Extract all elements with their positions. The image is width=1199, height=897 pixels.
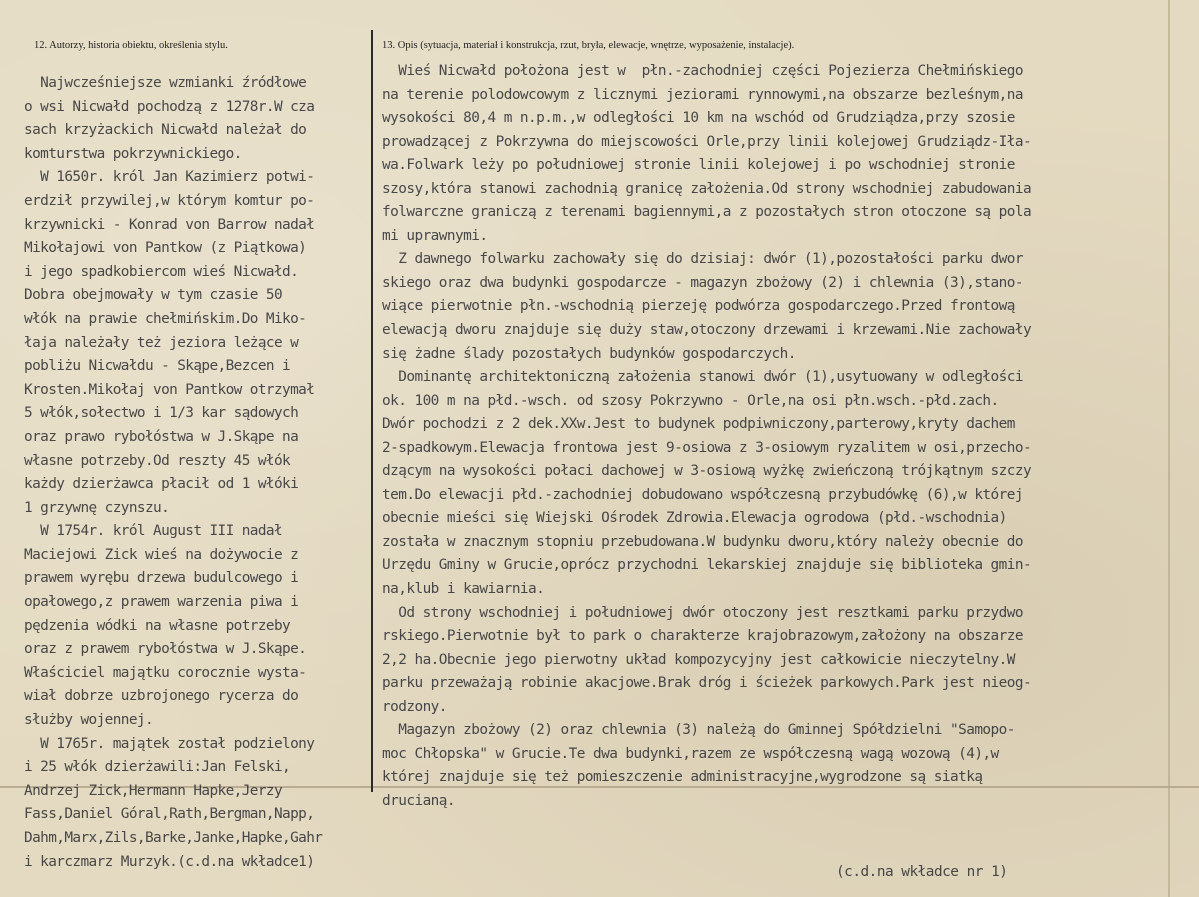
text-line: wa.Folwark leży po południowej stronie linii kolejowej i po wschodniej stronie [382, 157, 1015, 174]
text-line: opałowego,z prawem warzenia piwa i [24, 594, 299, 611]
text-line: każdy dzierżawca płacił od 1 włóki [24, 476, 299, 493]
text-line: i 25 włók dzierżawili:Jan Felski, [24, 759, 291, 776]
text-line: wiał dobrze uzbrojonego rycerza do [24, 688, 299, 705]
text-line: 1 grzywnę czynszu. [24, 499, 170, 516]
description-text-column [382, 60, 1194, 814]
text-line: skiego oraz dwa budynki gospodarcze - magazyn zbożowy (2) i chlewnia (3),stano- [382, 274, 1023, 291]
history-text-column [24, 72, 369, 874]
text-line: folwarczne graniczą z terenami bagiennymi,a z pozostałych stron otoczone są pola [382, 204, 1032, 221]
text-line: o wsi Nicwałd pochodzą z 1278r.W cza [24, 98, 315, 115]
text-line: Najwcześniejsze wzmianki źródłowe [24, 75, 307, 91]
text-line: tem.Do elewacji płd.-zachodniej dobudowano współczesną przybudówkę (6),w której [382, 486, 1023, 503]
text-line: dzącym na wysokości połaci dachowej w 3-osiową wyżkę zwieńczoną trójkątnym szczy [382, 463, 1032, 480]
text-line: prawem wyrębu drzewa budulcowego i [24, 570, 299, 587]
text-line: Dominantę architektoniczną założenia stanowi dwór (1),usytuowany w odległości [382, 369, 1023, 386]
text-line: Dahm,Marx,Zils,Barke,Janke,Hapke,Gahr [24, 830, 323, 846]
text-line: 2,2 ha.Obecnie jego pierwotny układ kompozycyjny jest całkowicie nieczytelny.W [382, 651, 1015, 668]
text-line: rodzony. [382, 698, 447, 715]
text-line: Urzędu Gminy w Grucie,oprócz przychodni lekarskiej znajduje się biblioteka gmin- [382, 557, 1032, 574]
text-line: oraz z prawem rybołóstwa w J.Skąpe. [24, 641, 307, 658]
text-line: moc Chłopska" w Grucie.Te dwa budynki,razem ze współczesną wagą wozową (4),w [382, 745, 999, 762]
text-line: której znajduje się też pomieszczenie administracyjne,wygrodzone są siatką [382, 769, 983, 786]
text-line: łaja należały też jeziora leżące w [24, 334, 299, 351]
column-divider [371, 30, 373, 792]
text-line: Dobra obejmowały w tym czasie 50 [24, 287, 283, 304]
text-line: Krosten.Mikołaj von Pantkow otrzymał [24, 381, 315, 398]
text-line: mi uprawnymi. [382, 227, 488, 244]
text-line: Wieś Nicwałd położona jest w płn.-zachodniej części Pojezierza Chełmińskiego [382, 63, 1023, 79]
text-line: Od strony wschodniej i południowej dwór otoczony jest resztkami parku przydwo [382, 604, 1023, 621]
text-line: obecnie mieści się Wiejski Ośrodek Zdrowia.Elewacja ogrodowa (płd.-wschodnia) [382, 510, 1007, 527]
text-line: Andrzej Zick,Hermann Hapke,Jerzy [24, 782, 283, 799]
text-line: wiące pierwotnie płn.-wschodnią pierzeję podwórza gospodarczego.Przed frontową [382, 298, 1015, 315]
text-line: na terenie polodowcowym z licznymi jeziorami rynnowymi,na obszarze bezleśnym,na [382, 86, 1023, 103]
text-line: i karczmarz Murzyk.(c.d.na wkładce1) [24, 853, 315, 870]
text-line: Magazyn zbożowy (2) oraz chlewnia (3) należą do Gminnej Spółdzielni "Samopo- [382, 722, 1015, 739]
text-line: ok. 100 m na płd.-wsch. od szosy Pokrzywno - Orle,na osi płn.wsch.-płd.zach. [382, 392, 999, 409]
text-line: wysokości 80,4 m n.p.m.,w odległości 10 km na wschód od Grudziądza,przy szosie [382, 110, 1015, 127]
text-line: 2-spadkowym.Elewacja frontowa jest 9-osiowa z 3-osiowym ryzalitem w osi,przecho- [382, 439, 1032, 456]
text-line: i jego spadkobiercom wieś Nicwałd. [24, 263, 299, 280]
section-12-header: 12. Autorzy, historia obiektu, określenia stylu. [34, 40, 228, 51]
text-line: oraz prawo rybołóstwa w J.Skąpe na [24, 428, 299, 445]
text-line: pobliżu Nicwałdu - Skąpe,Bezcen i [24, 358, 291, 375]
text-line: parku przeważają robinie akacjowe.Brak dróg i ścieżek parkowych.Park jest nieog- [382, 675, 1032, 692]
text-line: krzywnicki - Konrad von Barrow nadał [24, 216, 315, 233]
section-13-header: 13. Opis (sytuacja, materiał i konstrukcja, rzut, bryła, elewacje, wnętrze, wyposażenie, instalacje). [382, 40, 795, 51]
text-line: W 1765r. majątek został podzielony [24, 735, 315, 752]
text-line: erdził przywilej,w którym komtur po- [24, 192, 315, 209]
text-line: włók na prawie chełmińskim.Do Miko- [24, 310, 307, 327]
text-line: W 1754r. król August III nadał [24, 523, 283, 540]
text-line: sach krzyżackich Nicwałd należał do [24, 122, 307, 139]
text-line: Z dawnego folwarku zachowały się do dzisiaj: dwór (1),pozostałości parku dwor [382, 251, 1023, 268]
text-line: na,klub i kawiarnia. [382, 581, 545, 598]
text-line: szosy,która stanowi zachodnią granicę założenia.Od strony wschodniej zabudowania [382, 180, 1032, 197]
text-line: elewacją dworu znajduje się duży staw,otoczony drzewami i krzewami.Nie zachowały [382, 322, 1032, 339]
text-line: pędzenia wódki na własne potrzeby [24, 617, 291, 634]
text-line: rskiego.Pierwotnie był to park o charakterze krajobrazowym,założony na obszarze [382, 628, 1023, 645]
text-line: Maciejowi Zick wieś na dożywocie z [24, 546, 299, 563]
text-line: drucianą. [382, 792, 456, 809]
text-line: komturstwa pokrzywnickiego. [24, 145, 242, 162]
text-line: 5 włók,sołectwo i 1/3 kar sądowych [24, 405, 299, 422]
text-line: Mikołajowi von Pantkow (z Piątkowa) [24, 240, 307, 257]
text-line: własne potrzeby.Od reszty 45 włók [24, 452, 291, 469]
text-line: została w znacznym stopniu przebudowana.W budynku dworu,który należy obecnie do [382, 533, 1023, 550]
text-line: Fass,Daniel Góral,Rath,Bergman,Napp, [24, 806, 315, 823]
text-line: Dwór pochodzi z 2 dek.XXw.Jest to budynek podpiwniczony,parterowy,kryty dachem [382, 416, 1015, 433]
text-line: prowadzącej z Pokrzywna do miejscowości Orle,przy linii kolejowej Grudziądz-Iła- [382, 133, 1032, 150]
text-line: W 1650r. król Jan Kazimierz potwi- [24, 169, 315, 186]
text-line: Właściciel majątku corocznie wysta- [24, 664, 307, 681]
continuation-note: (c.d.na wkładce nr 1) [836, 864, 1008, 880]
text-line: służby wojennej. [24, 712, 154, 729]
text-line: się żadne ślady pozostałych budynków gospodarczych. [382, 345, 796, 362]
